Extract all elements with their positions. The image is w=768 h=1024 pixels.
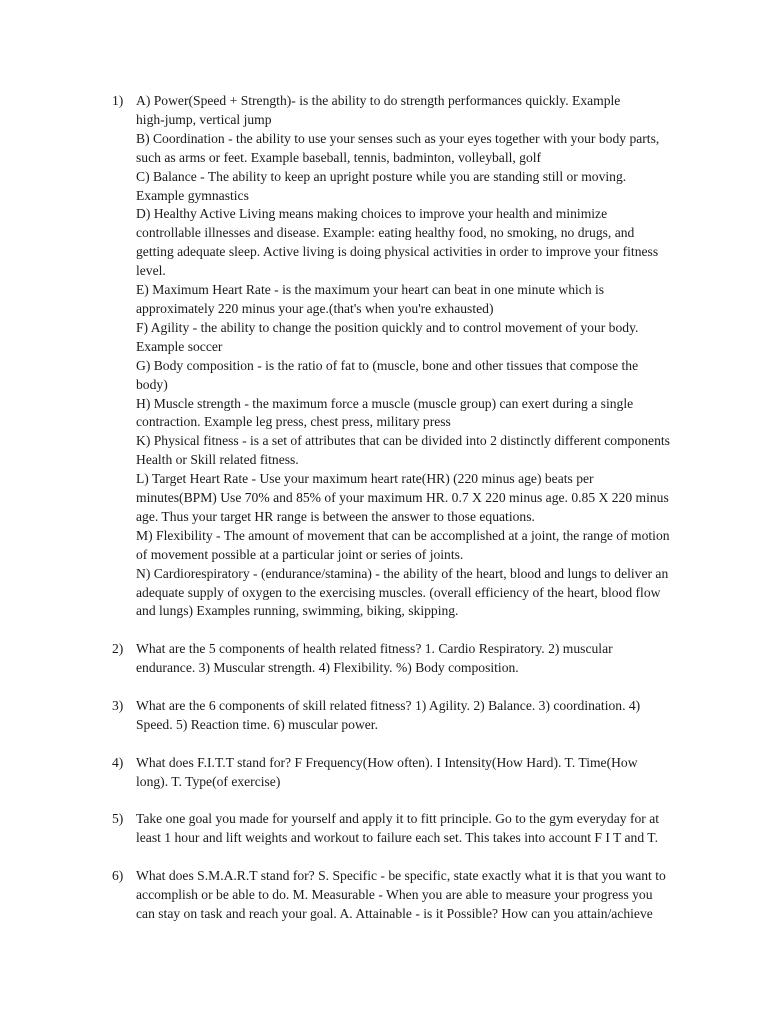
text-line: long). T. Type(of exercise): [136, 773, 281, 789]
text-line: such as arms or feet. Example baseball, tennis, badminton, volleyball, golf: [136, 149, 542, 165]
text-line: What does F.I.T.T stand for? F Frequency(How often). I Intensity(How Hard). T. Time(How: [136, 754, 638, 770]
text-line: minutes(BPM) Use 70% and 85% of your maximum HR. 0.7 X 220 minus age. 0.85 X 220 minus: [136, 490, 669, 506]
question-item: [112, 810, 682, 848]
question-item: [112, 640, 682, 678]
text-line: getting adequate sleep. Active living is doing physical activities in order to improve your fitness: [136, 244, 659, 260]
question-number: 4): [112, 754, 124, 770]
question-text: [136, 867, 682, 924]
question-text: [136, 754, 682, 792]
text-line: F) Agility - the ability to change the position quickly and to control movement of your body.: [136, 319, 639, 335]
text-line: M) Flexibility - The amount of movement that can be accomplished at a joint, the range of motion: [136, 527, 670, 543]
text-line: approximately 220 minus your age.(that's when you're exhausted): [136, 300, 494, 316]
text-line: B) Coordination - the ability to use your senses such as your eyes together with your body parts,: [136, 130, 660, 146]
text-line: accomplish or be able to do. M. Measurable - When you are able to measure your progress you: [136, 886, 653, 902]
text-line: adequate supply of oxygen to the exercising muscles. (overall efficiency of the heart, blood flow: [136, 584, 661, 600]
text-line: level.: [136, 263, 166, 279]
text-line: can stay on task and reach your goal. A. Attainable - is it Possible? How can you attain/achieve: [136, 905, 653, 921]
text-line: What are the 6 components of skill related fitness? 1) Agility. 2) Balance. 3) coordination. 4): [136, 697, 641, 713]
text-line: What does S.M.A.R.T stand for? S. Specific - be specific, state exactly what it is that you want to: [136, 868, 666, 884]
text-line: L) Target Heart Rate - Use your maximum heart rate(HR) (220 minus age) beats per: [136, 471, 594, 487]
question-number: 2): [112, 641, 124, 657]
text-line: C) Balance - The ability to keep an upright posture while you are standing still or moving.: [136, 168, 627, 184]
question-text: [136, 92, 682, 621]
question-item: [112, 867, 682, 924]
text-line: endurance. 3) Muscular strength. 4) Flexibility. %) Body composition.: [136, 660, 519, 676]
question-text: [136, 640, 682, 678]
text-line: contraction. Example leg press, chest press, military press: [136, 414, 451, 430]
question-item: [112, 754, 682, 792]
question-number: 3): [112, 697, 124, 713]
text-line: body): [136, 376, 168, 392]
text-line: Example soccer: [136, 338, 223, 354]
text-line: least 1 hour and lift weights and workout to failure each set. This takes into account F I T and T.: [136, 830, 658, 846]
text-line: age. Thus your target HR range is between the answer to those equations.: [136, 508, 535, 524]
text-line: E) Maximum Heart Rate - is the maximum your heart can beat in one minute which is: [136, 282, 605, 298]
question-text: [136, 697, 682, 735]
text-line: N) Cardiorespiratory - (endurance/stamina) - the ability of the heart, blood and lungs to deliver an: [136, 565, 669, 581]
text-line: D) Healthy Active Living means making choices to improve your health and minimize: [136, 206, 608, 222]
text-line: Health or Skill related fitness.: [136, 452, 299, 468]
text-line: Example gymnastics: [136, 187, 249, 203]
question-text: [136, 810, 682, 848]
text-line: Speed. 5) Reaction time. 6) muscular power.: [136, 716, 378, 732]
question-number: 1): [112, 93, 124, 108]
text-line: H) Muscle strength - the maximum force a muscle (muscle group) can exert during a single: [136, 395, 634, 411]
text-line: K) Physical fitness - is a set of attributes that can be divided into 2 distinctly different components: [136, 433, 670, 449]
question-number: 6): [112, 868, 124, 884]
text-line: What are the 5 components of health related fitness? 1. Cardio Respiratory. 2) muscular: [136, 641, 613, 657]
text-line: A) Power(Speed + Strength)- is the ability to do strength performances quickly. Example: [136, 93, 621, 108]
question-item: [112, 697, 682, 735]
text-line: high-jump, vertical jump: [136, 111, 272, 127]
text-line: of movement possible at a particular joint or series of joints.: [136, 546, 464, 562]
question-list: [112, 92, 682, 924]
question-item: [112, 92, 682, 621]
text-line: controllable illnesses and disease. Example: eating healthy food, no smoking, no drugs, and: [136, 225, 635, 241]
text-line: Take one goal you made for yourself and apply it to fitt principle. Go to the gym everyday for at: [136, 811, 660, 827]
question-number: 5): [112, 811, 124, 827]
text-line: and lungs) Examples running, swimming, biking, skipping.: [136, 603, 459, 619]
text-line: G) Body composition - is the ratio of fat to (muscle, bone and other tissues that compose the: [136, 357, 639, 373]
